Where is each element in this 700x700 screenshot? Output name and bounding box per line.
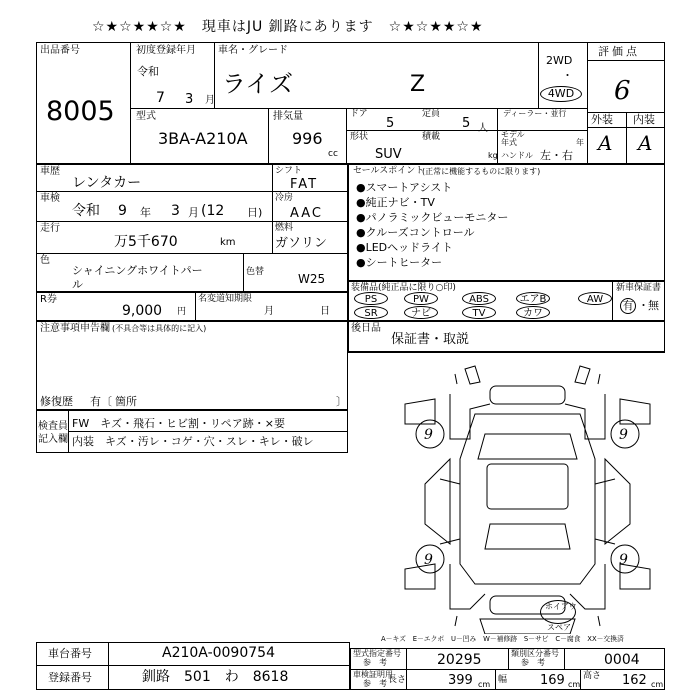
- model-value: 3BA-A210A: [158, 129, 248, 148]
- fuel-value: ガソリン: [275, 236, 328, 251]
- mileage-unit: km: [220, 237, 236, 248]
- recycle-label: R券: [40, 294, 57, 305]
- color-value: シャイニングホワイトパー: [72, 264, 203, 277]
- inspection-month: 3: [171, 203, 180, 219]
- color-label: 色: [40, 255, 50, 266]
- sales-point-item: ●パノラミックビューモニター: [356, 211, 509, 224]
- registration-era: 令和: [137, 65, 159, 78]
- load-unit: kg: [488, 151, 498, 160]
- displacement-label: 排気量: [273, 111, 303, 122]
- chassis-number: A210A-0090754: [162, 645, 275, 661]
- tire-mark-rl: 9: [424, 552, 433, 568]
- inspector-row2: 内装 キズ・汚レ・コゲ・穴・スレ・キレ・破レ: [72, 435, 314, 448]
- sales-point-item: ●シートヒーター: [356, 256, 443, 269]
- shape-value: SUV: [375, 147, 402, 162]
- sales-point-item: ●クルーズコントロール: [356, 226, 475, 239]
- equipment-item: カワ: [516, 306, 550, 319]
- sales-point-item: ●スマートアシスト: [356, 181, 453, 194]
- exterior-score: A: [598, 131, 613, 155]
- equipment-item: PS: [354, 292, 388, 305]
- height-value: 162: [622, 673, 647, 688]
- model-label: 型式: [136, 111, 156, 122]
- sales-points-title: セールスポイント: [353, 166, 425, 176]
- inspection-label: 車検: [40, 193, 60, 204]
- chassis-label: 車台番号: [48, 647, 92, 660]
- inspection-year: 9: [118, 203, 127, 219]
- warranty-yes: 有: [620, 298, 636, 314]
- capacity-label: 定員: [422, 109, 441, 119]
- class-number: 0004: [604, 652, 640, 668]
- equipment-item: TV: [462, 306, 496, 319]
- color-code: W25: [298, 272, 326, 286]
- capacity-unit: 人: [478, 123, 488, 134]
- banner: ☆★☆★★☆★ 現車はJU 釧路にあります ☆★☆★★☆★: [92, 19, 484, 35]
- sales-point-item: ●LEDヘッドライト: [356, 241, 453, 254]
- drive-2wd: 2WD: [546, 54, 573, 67]
- capacity-value: 5: [462, 116, 471, 131]
- tire-mark-fr: 9: [619, 427, 628, 443]
- equipment-item: ABS: [462, 292, 496, 305]
- warranty-no: 無: [648, 299, 659, 312]
- equipment-item: SR: [354, 306, 388, 319]
- shift-label: シフト: [275, 166, 303, 176]
- notes-box: [36, 321, 348, 410]
- mileage-label: 走行: [40, 223, 60, 234]
- car-grade: Z: [410, 72, 426, 97]
- shift-value: FAT: [290, 177, 319, 192]
- after-goods-label: 後日品: [351, 323, 381, 334]
- registration-month: 3: [185, 92, 194, 107]
- after-goods-value: 保証書・取説: [391, 332, 470, 347]
- sales-point-item: ●純正ナビ・TV: [356, 196, 435, 209]
- spare-label: スペア: [547, 623, 571, 632]
- doors-value: 5: [386, 116, 395, 131]
- registration-year: 7: [156, 90, 165, 106]
- equipment-title: 装備品: [351, 283, 379, 293]
- recycle-box: [36, 292, 348, 321]
- load-label: 積載: [422, 132, 441, 142]
- lot-label: 出品番号: [40, 45, 80, 56]
- aircon-label: 冷房: [275, 193, 294, 203]
- doors-label: ドア: [350, 109, 368, 119]
- shape-label: 形状: [350, 132, 369, 142]
- mandatory-date-label: 名変道知期限: [198, 294, 253, 304]
- type-cert-number: 20295: [437, 652, 482, 668]
- tire-mark-fl: 9: [424, 427, 433, 443]
- handle-value: 左・右: [540, 149, 573, 162]
- inspection-day: (12: [201, 203, 225, 219]
- tire-mark-rr: 9: [619, 552, 628, 568]
- fuel-label: 燃料: [275, 223, 294, 233]
- inspector-label: 検査員: [38, 421, 68, 432]
- lot-number: 8005: [46, 96, 115, 127]
- damage-legend: A－キズ E－エクボ U－凹み W－補修跡 S－サビ C－腐食 XX－交換済: [381, 635, 624, 643]
- score-value: 6: [614, 76, 631, 106]
- equipment-item: エアB: [516, 292, 550, 305]
- registration-label: 初度登録年月: [136, 45, 196, 56]
- car-name: ライズ: [222, 70, 294, 98]
- displacement-value: 996: [292, 129, 323, 148]
- interior-label: 内装: [633, 113, 655, 126]
- car-damage-diagram: [395, 364, 660, 634]
- color-code-label: 色替: [246, 267, 265, 277]
- score-label: 評価点: [598, 45, 640, 58]
- repair-label: 修復歴: [40, 395, 73, 408]
- mileage-value: 万5千670: [114, 234, 178, 250]
- recycle-value: 9,000: [122, 303, 163, 319]
- interior-score: A: [638, 131, 653, 155]
- history-value: レンタカー: [72, 175, 142, 191]
- warranty-label: 新車保証書: [616, 283, 662, 293]
- length-value: 399: [448, 673, 473, 688]
- mirror-top-icon: [465, 366, 590, 384]
- drive-4wd-selected: 4WD: [540, 86, 582, 102]
- handle-label: ハンドル: [501, 151, 533, 160]
- width-value: 169: [540, 673, 565, 688]
- exterior-label: 外装: [591, 113, 613, 126]
- plate-number: 釧路 501 わ 8618: [142, 669, 289, 685]
- registration-month-unit: 月: [205, 95, 215, 106]
- dealer-label: ディーラー・並行: [503, 109, 567, 118]
- repair-value: 有〔: [90, 395, 112, 408]
- equipment-item: AW: [578, 292, 612, 305]
- history-label: 車歴: [40, 166, 60, 177]
- car-name-label: 車名・グレード: [218, 45, 288, 56]
- equipment-item: ナビ: [404, 306, 438, 319]
- aircon-value: AAC: [290, 206, 323, 221]
- spare-mark: ホイアウ: [545, 602, 577, 611]
- inspector-row1: FW キズ・飛石・ヒビ割・リペア跡・×要: [72, 417, 285, 430]
- notes-label: 注意事項申告欄: [40, 323, 110, 334]
- plate-label: 登録番号: [48, 671, 92, 684]
- displacement-unit: cc: [328, 149, 338, 159]
- equipment-item: PW: [404, 292, 438, 305]
